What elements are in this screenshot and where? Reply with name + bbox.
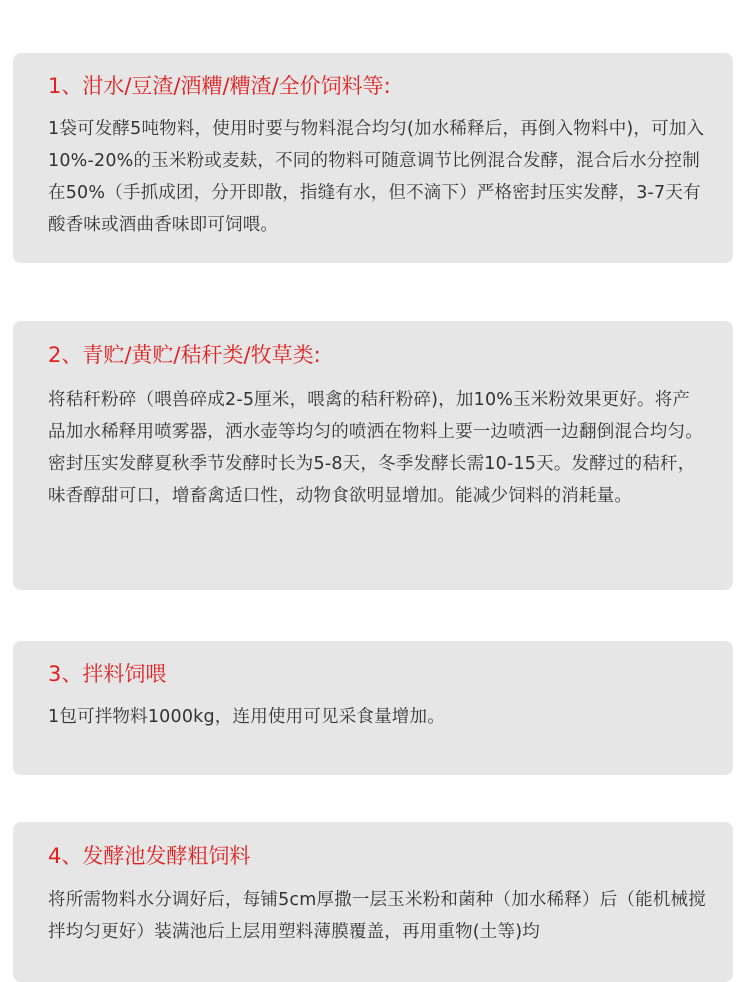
section-body: 将所需物料水分调好后，每铺5cm厚撒一层玉米粉和菌种（加水稀释）后（能机械搅拌均匀更好）装满池后上层用塑料薄膜覆盖，再用重物(土等)均 [48, 890, 706, 942]
section-body: 1包可拌物料1000kg，连用使用可见采食量增加。 [48, 707, 445, 727]
section-title: 2、青贮/黄贮/秸秆类/牧草类: [48, 343, 321, 367]
section-title: 4、发酵池发酵粗饲料 [48, 844, 251, 868]
section-title: 3、拌料饲喂 [48, 662, 167, 686]
section-card-silage-straw [13, 321, 733, 590]
section-card-fermentation-feed [13, 53, 733, 263]
section-card-pit-fermentation [13, 822, 733, 982]
section-card-mixed-feeding [13, 641, 733, 775]
section-body: 将秸秆粉碎（喂兽碎成2-5厘米，喂禽的秸秆粉碎)，加10%玉米粉效果更好。将产品加水稀释用喷雾器，洒水壶等均匀的喷洒在物料上要一边喷洒一边翻倒混合均匀。密封压实发酵夏秋季节发酵时长为5-8天，冬季发酵长需10-15天。发酵过的秸秆，味香醇甜可口，增畜禽适口性，动物食欲明显增加。能减少饲料的消耗量。 [48, 390, 703, 506]
section-body: 1袋可发酵5吨物料，使用时要与物料混合均匀(加水稀释后，再倒入物料中)，可加入10%-20%的玉米粉或麦麸，不同的物料可随意调节比例混合发酵，混合后水分控制在50%（手抓成团，分开即散，指缝有水，但不滴下）严格密封压实发酵，3-7天有酸香味或酒曲香味即可饲喂。 [48, 119, 705, 235]
section-title: 1、泔水/豆渣/酒糟/糟渣/全价饲料等: [48, 74, 391, 98]
